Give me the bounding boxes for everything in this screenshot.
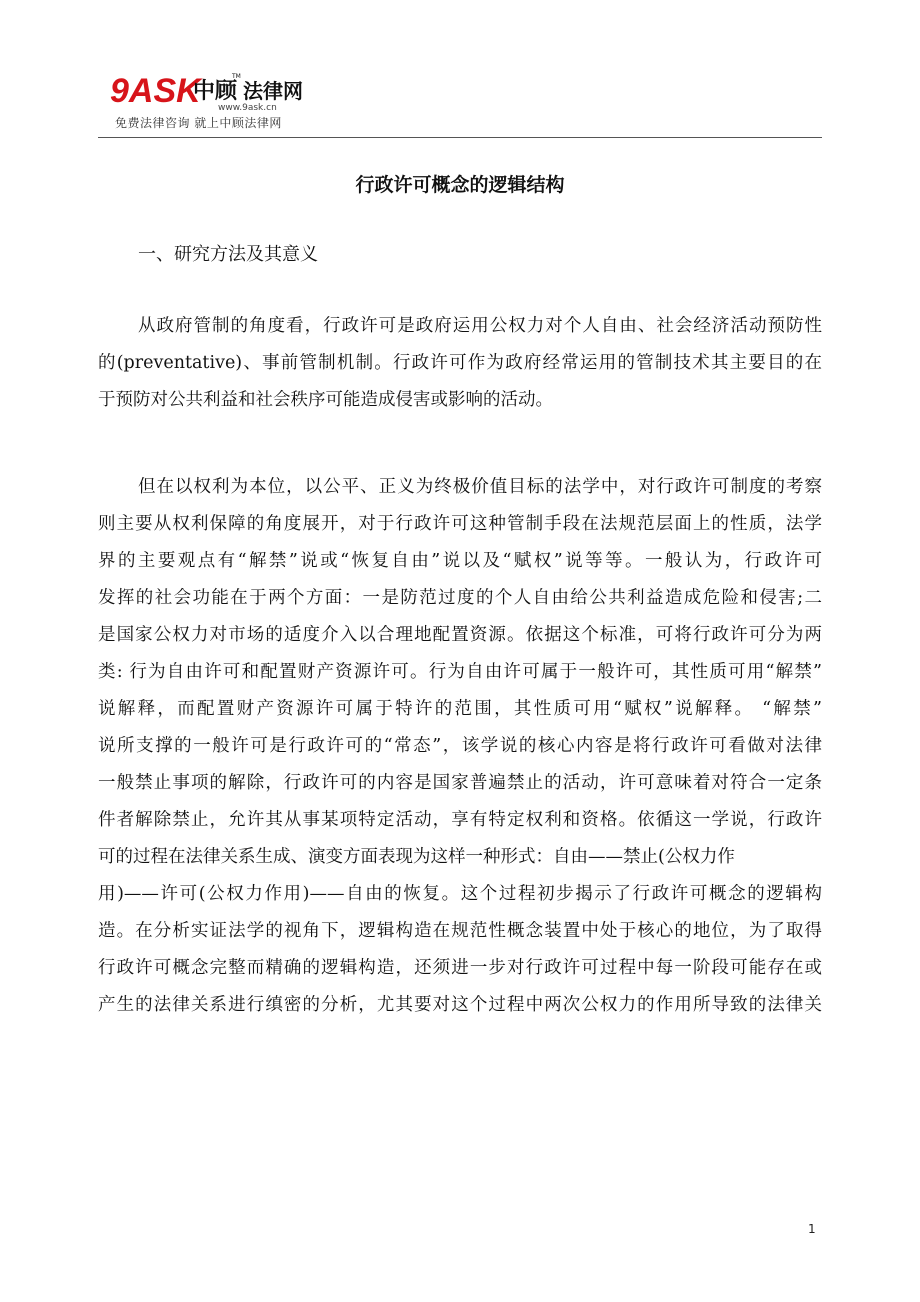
9ask-logo — [110, 66, 310, 112]
paragraph-2-line: 是国家公权力对市场的适度介入以合理地配置资源。依据这个标准，可将行政许可分为两 — [98, 625, 822, 645]
paragraph-2-line: 件者解除禁止，允许其从事某项特定活动，享有特定权利和资格。依循这一学说，行政许 — [98, 810, 822, 830]
paragraph-2-line: 类: 行为自由许可和配置财产资源许可。行为自由许可属于一般许可，其性质可用“解禁” — [98, 662, 822, 682]
logo-brand: 9ASK — [110, 72, 201, 110]
logo-url: www.9ask.cn — [218, 103, 277, 112]
paragraph-2-line: 一般禁止事项的解除，行政许可的内容是国家普遍禁止的活动，许可意味着对符合一定条 — [98, 773, 822, 793]
paragraph-1-line: 的(preventative)、事前管制机制。行政许可作为政府经常运用的管制技术其主要目的在 — [98, 353, 822, 373]
document-title: 行政许可概念的逻辑结构 — [355, 174, 565, 196]
page-header — [98, 66, 822, 138]
paragraph-2-line: 但在以权利为本位，以公平、正义为终极价值目标的法学中，对行政许可制度的考察 — [138, 477, 822, 497]
paragraph-2-line: 用)——许可(公权力作用)——自由的恢复。这个过程初步揭示了行政许可概念的逻辑构 — [98, 884, 822, 904]
paragraph-2 — [98, 469, 822, 1024]
page-number: 1 — [808, 1222, 816, 1236]
paragraph-2-line: 造。在分析实证法学的视角下，逻辑构造在规范性概念装置中处于核心的地位，为了取得 — [98, 921, 822, 941]
paragraph-1-line: 于预防对公共利益和社会秩序可能造成侵害或影响的活动。 — [98, 390, 553, 410]
section-heading: 一、研究方法及其意义 — [138, 244, 318, 265]
paragraph-2-line: 则主要从权利保障的角度展开，对于行政许可这种管制手段在法规范层面上的性质，法学 — [98, 514, 822, 534]
paragraph-2-line: 产生的法律关系进行缜密的分析，尤其要对这个过程中两次公权力的作用所导致的法律关 — [98, 995, 822, 1015]
paragraph-2-line: 说解释，而配置财产资源许可属于特许的范围，其性质可用“赋权”说解释。 “解禁” — [98, 699, 822, 719]
logo-slogan: 免费法律咨询 就上中顾法律网 — [115, 116, 282, 130]
logo-cn-name: 中顾 — [193, 79, 238, 104]
paragraph-1 — [98, 308, 822, 419]
paragraph-2-line: 发挥的社会功能在于两个方面：一是防范过度的个人自由给公共利益造成危险和侵害;二 — [98, 588, 822, 608]
logo-tm: TM — [232, 73, 241, 80]
paragraph-1-line: 从政府管制的角度看，行政许可是政府运用公权力对个人自由、社会经济活动预防性 — [138, 316, 822, 336]
paragraph-2-line: 可的过程在法律关系生成、演变方面表现为这样一种形式：自由——禁止(公权力作 — [98, 847, 735, 867]
header-divider — [98, 137, 822, 138]
paragraph-2-line: 说所支撑的一般许可是行政许可的“常态”，该学说的核心内容是将行政许可看做对法律 — [98, 736, 822, 756]
paragraph-2-line: 界的主要观点有“解禁”说或“恢复自由”说以及“赋权”说等等。一般认为，行政许可 — [98, 551, 822, 571]
paragraph-2-line: 行政许可概念完整而精确的逻辑构造，还须进一步对行政许可过程中每一阶段可能存在或 — [98, 958, 822, 978]
logo-site-name: 法律网 — [243, 79, 303, 103]
